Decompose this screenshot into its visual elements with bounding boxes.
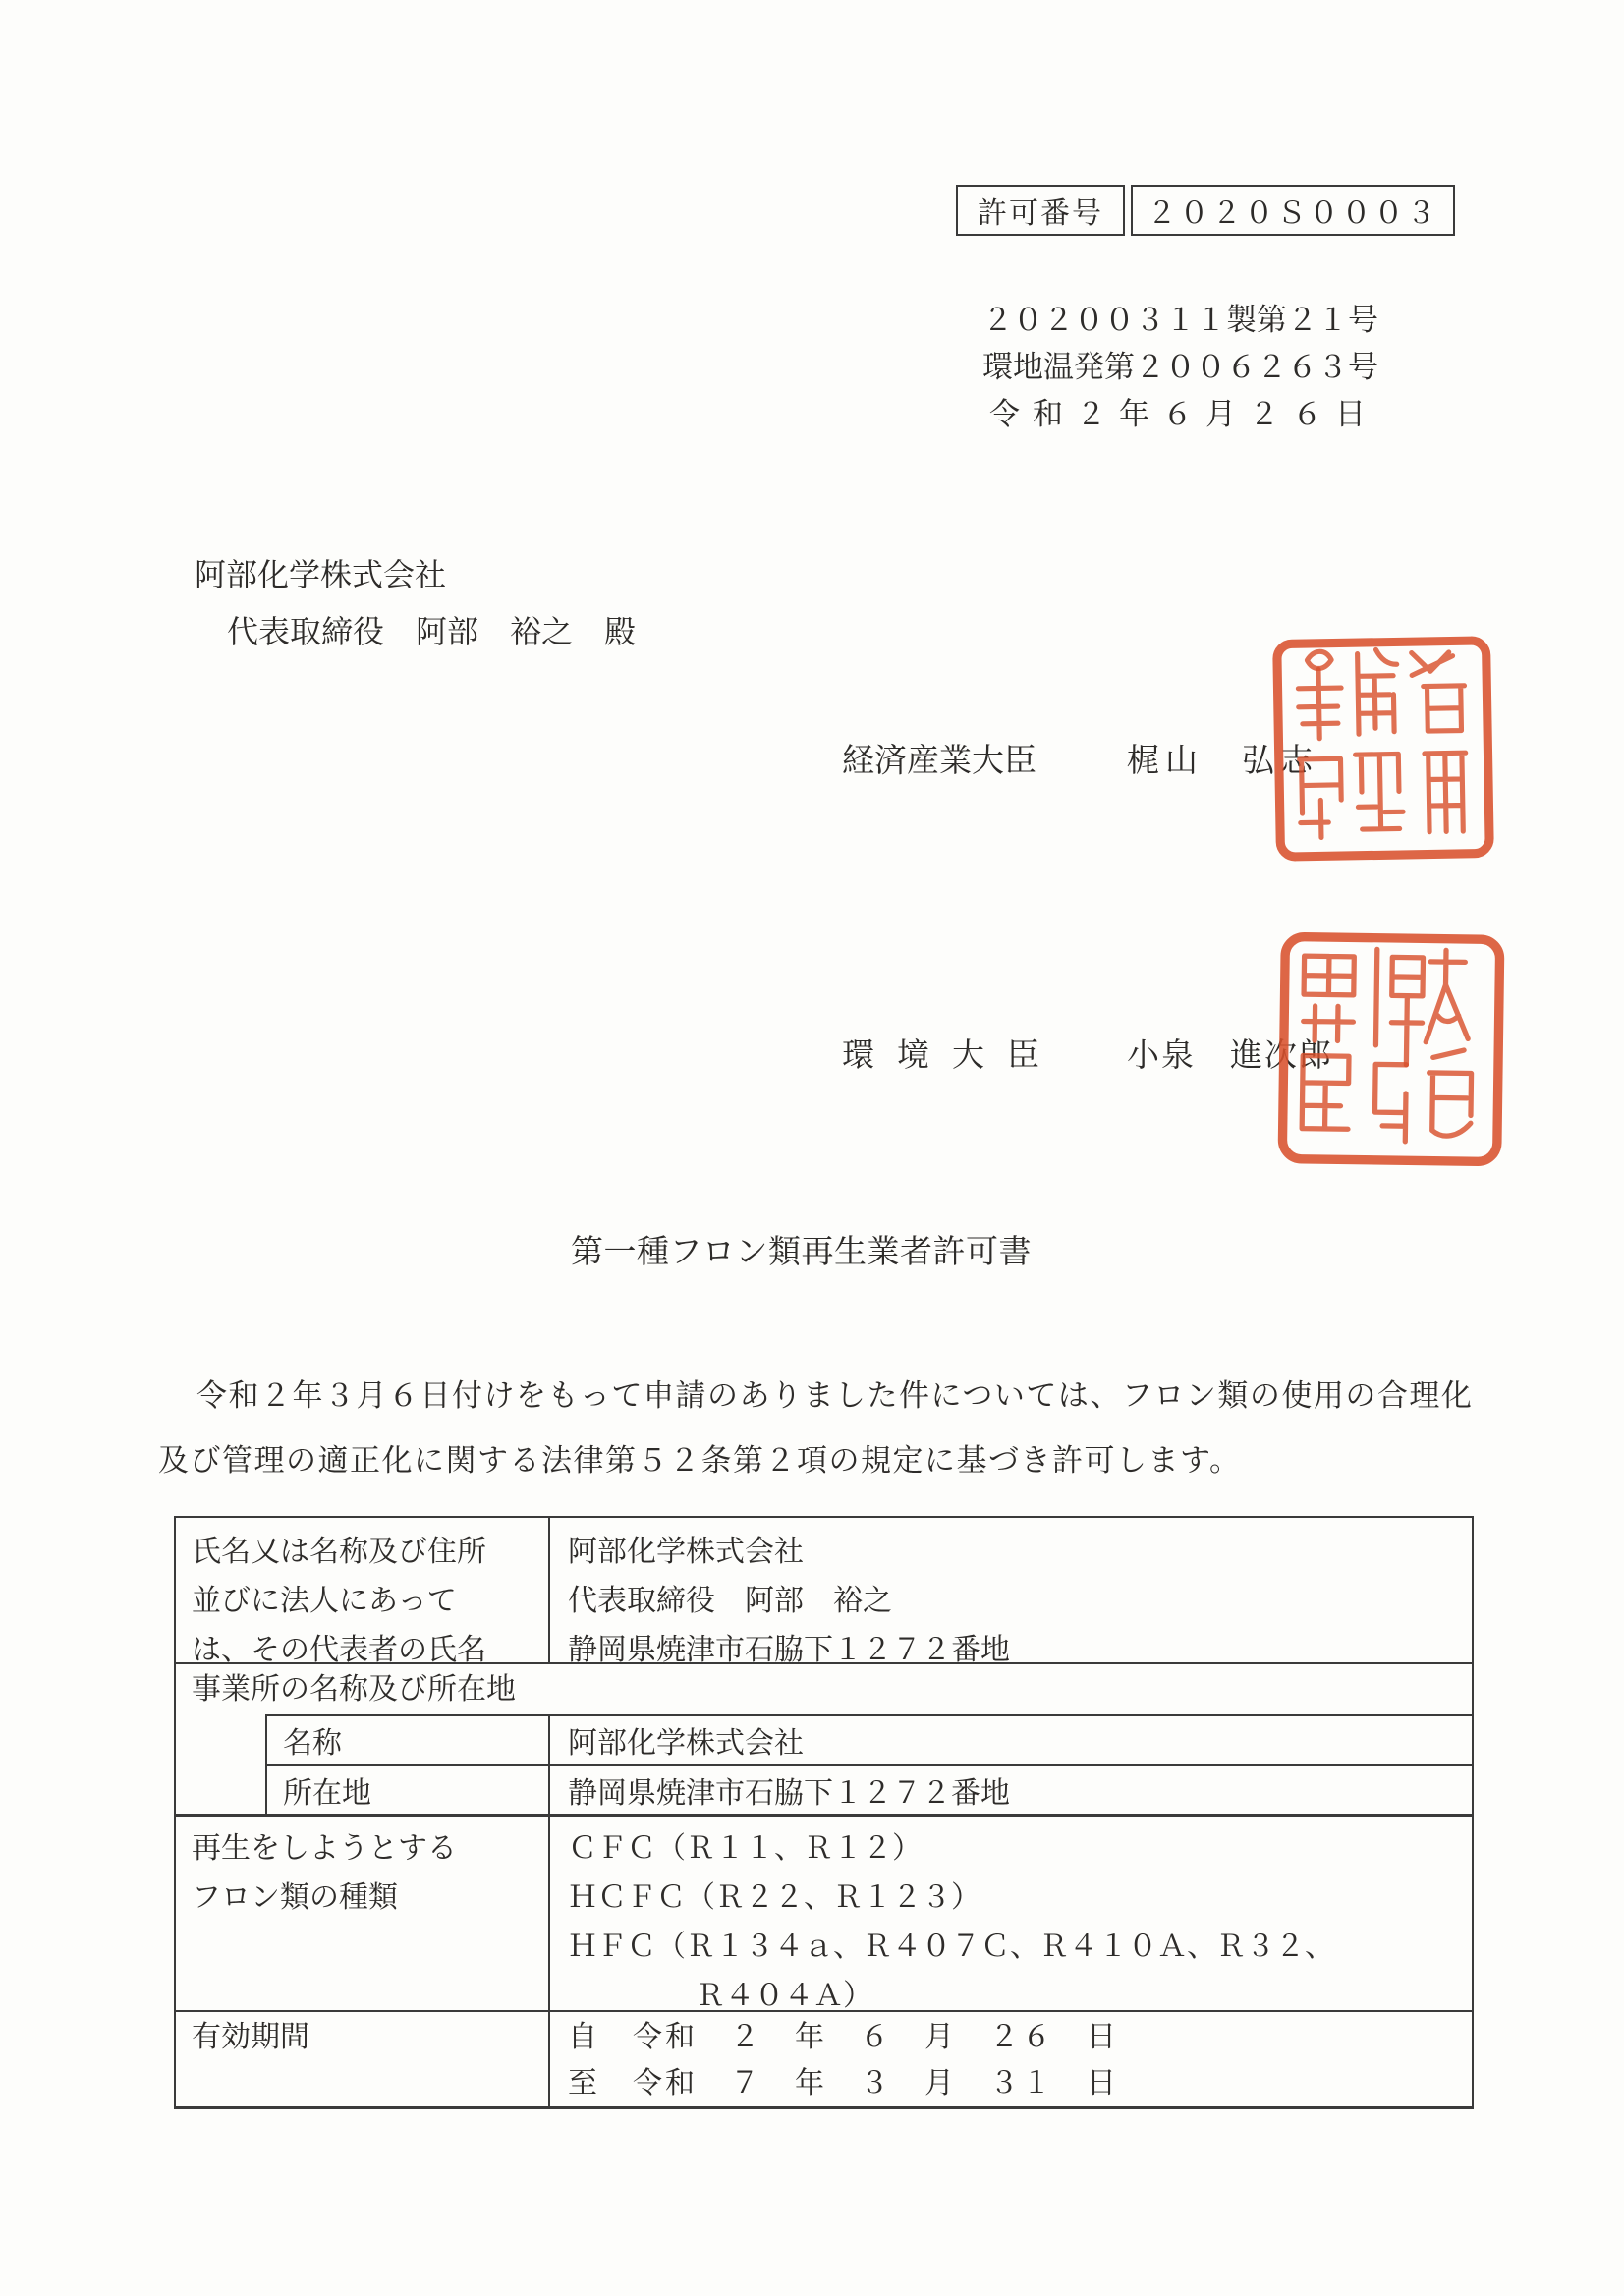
body-line: 令和２年３月６日付けをもって申請のありました件については、フロン類の使用の合理化	[196, 1378, 1474, 1413]
refrigerant-label-cell	[176, 1817, 550, 2010]
body-paragraph	[158, 1364, 1494, 1493]
identity-label-line: 氏名又は名称及び住所	[192, 1536, 486, 1568]
refrigerant-cfc: ＣＦＣ（Ｒ１１、Ｒ１２）	[568, 1832, 922, 1865]
office-nested-table	[265, 1714, 1472, 1814]
identity-label-line: は、その代表者の氏名	[192, 1634, 486, 1666]
validity-label-cell: 有効期間	[176, 2012, 550, 2106]
office-name-row	[267, 1716, 1472, 1766]
validity-to: 至 令和 ７ 年 ３ 月 ３１ 日	[568, 2067, 1119, 2100]
refrigerant-label-line: フロン類の種類	[192, 1881, 398, 1914]
identity-label-cell	[176, 1518, 550, 1666]
table-row-validity	[176, 2012, 1472, 2106]
table-row-office-details	[176, 1714, 1472, 1817]
ref-env-number: 環地温発第２００６２６３号	[982, 350, 1378, 384]
signer-env-name: 小泉 進次郎	[1127, 1038, 1333, 1074]
signer-meti	[842, 735, 1318, 781]
addressee-company: 阿部化学株式会社	[195, 557, 447, 592]
validity-value-cell	[550, 2012, 1472, 2106]
signer-env-title: 環境大臣	[842, 1038, 1062, 1074]
office-address-value: 静岡県焼津市石脇下１２７２番地	[568, 1776, 1010, 1810]
identity-value-cell	[550, 1518, 1472, 1666]
office-indent-strip	[176, 1714, 265, 1814]
table-row-identity	[176, 1518, 1472, 1664]
body-line: 及び管理の適正化に関する法律第５２条第２項の規定に基づき許可します。	[158, 1443, 1242, 1478]
refrigerant-hfc-cont: Ｒ４０４Ａ）	[696, 1980, 872, 2012]
permit-number-label: 許可番号	[956, 185, 1125, 236]
permit-number-box	[956, 185, 1455, 236]
office-address-label: 所在地	[267, 1766, 550, 1815]
signer-meti-name: 梶山 弘志	[1127, 744, 1318, 779]
addressee-block	[195, 546, 636, 660]
signer-env	[842, 1030, 1333, 1076]
validity-from: 自 令和 ２ 年 ６ 月 ２６ 日	[568, 2021, 1119, 2053]
refrigerant-hcfc: ＨＣＦＣ（Ｒ２２、Ｒ１２３）	[568, 1881, 980, 1914]
office-address-row	[267, 1766, 1472, 1815]
office-name-value: 阿部化学株式会社	[568, 1727, 804, 1761]
addressee-representative: 代表取締役 阿部 裕之 殿	[227, 614, 637, 649]
identity-address: 静岡県焼津市石脇下１２７２番地	[568, 1634, 1010, 1666]
document-references	[982, 297, 1378, 438]
document-title: 第一種フロン類再生業者許可書	[571, 1235, 1032, 1270]
permit-number-value: ２０２０Ｓ０００３	[1131, 185, 1455, 236]
ref-meti-number: ２０２００３１１製第２１号	[982, 303, 1378, 337]
permit-details-table	[174, 1516, 1474, 2109]
meti-minister-seal-icon	[1269, 631, 1497, 867]
env-minister-seal-icon	[1274, 927, 1507, 1170]
identity-company: 阿部化学株式会社	[568, 1536, 804, 1568]
refrigerant-value-cell	[550, 1817, 1472, 2010]
identity-representative: 代表取締役 阿部 裕之	[568, 1585, 892, 1617]
refrigerant-label-line: 再生をしようとする	[192, 1832, 457, 1865]
office-name-label: 名称	[267, 1716, 550, 1764]
table-row-refrigerants	[176, 1817, 1472, 2012]
identity-label-line: 並びに法人にあって	[192, 1585, 457, 1617]
issue-date: 令和２年６月２６日	[989, 397, 1378, 431]
refrigerant-hfc: ＨＦＣ（Ｒ１３４ａ、Ｒ４０７Ｃ、Ｒ４１０Ａ、Ｒ３２、	[568, 1931, 1334, 1963]
signer-meti-title: 経済産業大臣	[842, 744, 1036, 779]
table-row-office-header: 事業所の名称及び所在地	[192, 1673, 516, 1706]
